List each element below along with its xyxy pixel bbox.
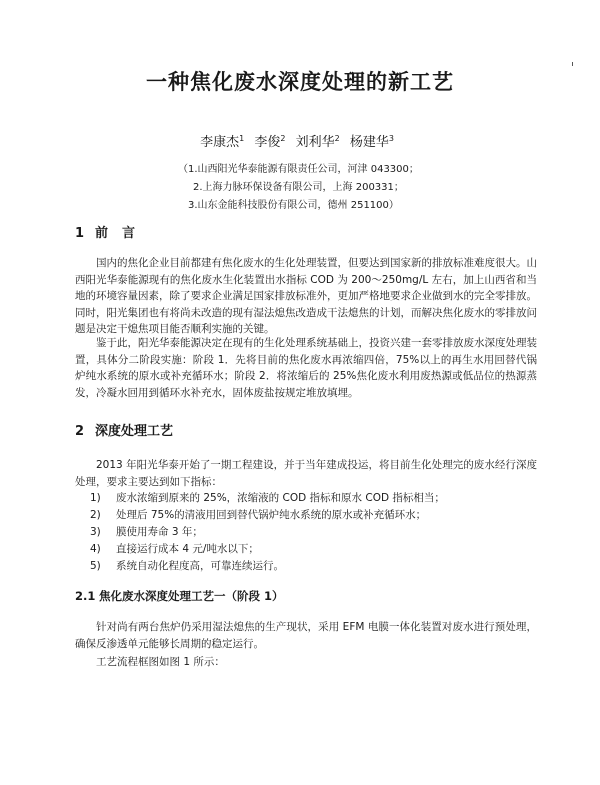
paragraph: 2013 年阳光华泰开始了一期工程建设，并于当年建成投运，将目前生化处理完的废水经行深度处理，要求主要达到如下指标： xyxy=(75,459,537,488)
section-title: 前言 xyxy=(95,226,150,241)
section-heading xyxy=(75,420,173,439)
section-title: 深度处理工艺 xyxy=(95,424,174,439)
list-number: 4) xyxy=(90,543,101,555)
author-name: 刘利华 xyxy=(295,135,335,150)
list-item xyxy=(90,541,259,556)
list-item xyxy=(90,490,445,505)
affiliation-line: 2.上海力脉环保设备有限公司，上海 200331； xyxy=(193,182,404,193)
list-number: 2) xyxy=(90,509,101,521)
author-list xyxy=(0,131,600,150)
section-number: 2 xyxy=(75,424,85,439)
list-text: 处理后 75%的清液用回到替代锅炉纯水系统的原水或补充循环水； xyxy=(116,509,427,521)
list-item xyxy=(90,558,284,573)
list-number: 3) xyxy=(90,526,101,538)
paragraph: 国内的焦化企业目前都建有焦化废水的生化处理装置，但要达到国家新的排放标准难度很大。山西阳光华泰能源现有的焦化废水生化装置出水指标 COD 为 200～250mg/L 左右，加上山西省和当地的环境容量因素，除了要求企业满足国家排放标准外，更加严格地要求企业做到水的完全零排放。同时，阳光集团也有将尚未改造的现有湿法熄焦改造成干法熄焦的计划，而解决焦化废水的零排放问题是决定干熄焦项目能否顺利实施的关键。 xyxy=(75,257,537,335)
author-name: 李俊 xyxy=(254,135,281,150)
author-affiliation-mark: 2 xyxy=(280,134,286,143)
list-text: 系统自动化程度高，可靠连续运行。 xyxy=(116,560,284,572)
author-affiliation-mark: 2 xyxy=(334,134,340,143)
paragraph: 工艺流程框图如图 1 所示： xyxy=(96,656,225,668)
author-name: 杨建华 xyxy=(349,135,389,150)
paragraph: 鉴于此，阳光华泰能源决定在现有的生化处理系统基础上，投资兴建一套零排放废水深度处理装置，具体分二阶段实施：阶段 1．先将目前的焦化废水再浓缩四倍，75%以上的再生水用回替代锅炉纯水系统的原水或补充循环水；阶段 2．将浓缩后的 25%焦化废水利用废热源或低品位的热源蒸发，冷凝水回用到循环水补充水，固体废盐按规定堆放填埋。 xyxy=(75,337,537,399)
list-number: 1) xyxy=(90,492,101,504)
list-item xyxy=(90,524,203,539)
author-affiliation-mark: 3 xyxy=(388,134,394,143)
author-name: 李康杰 xyxy=(200,135,240,150)
affiliation-line: （1.山西阳光华泰能源有限责任公司，河津 043300； xyxy=(178,164,419,175)
affiliation-line: 3.山东金能科技股份有限公司，德州 251100） xyxy=(188,200,399,211)
list-text: 废水浓缩到原来的 25%，浓缩液的 COD 指标和原水 COD 指标相当； xyxy=(116,492,445,504)
subsection-title: 焦化废水深度处理工艺一（阶段 1） xyxy=(99,589,284,603)
section-number: 1 xyxy=(75,226,85,241)
subsection-heading xyxy=(75,588,284,604)
list-number: 5) xyxy=(90,560,101,572)
paper-title: 一种焦化废水深度处理的新工艺 xyxy=(146,70,454,94)
list-text: 膜使用寿命 3 年； xyxy=(116,526,203,538)
section-heading xyxy=(75,222,149,241)
list-item xyxy=(90,507,426,522)
subsection-number: 2.1 xyxy=(75,589,96,603)
list-text: 直接运行成本 4 元/吨水以下； xyxy=(116,543,259,555)
paragraph: 针对尚有两台焦炉仍采用湿法熄焦的生产现状，采用 EFM 电膜一体化装置对废水进行预处理，确保反渗透单元能够长周期的稳定运行。 xyxy=(75,621,537,650)
author-affiliation-mark: 1 xyxy=(239,134,245,143)
